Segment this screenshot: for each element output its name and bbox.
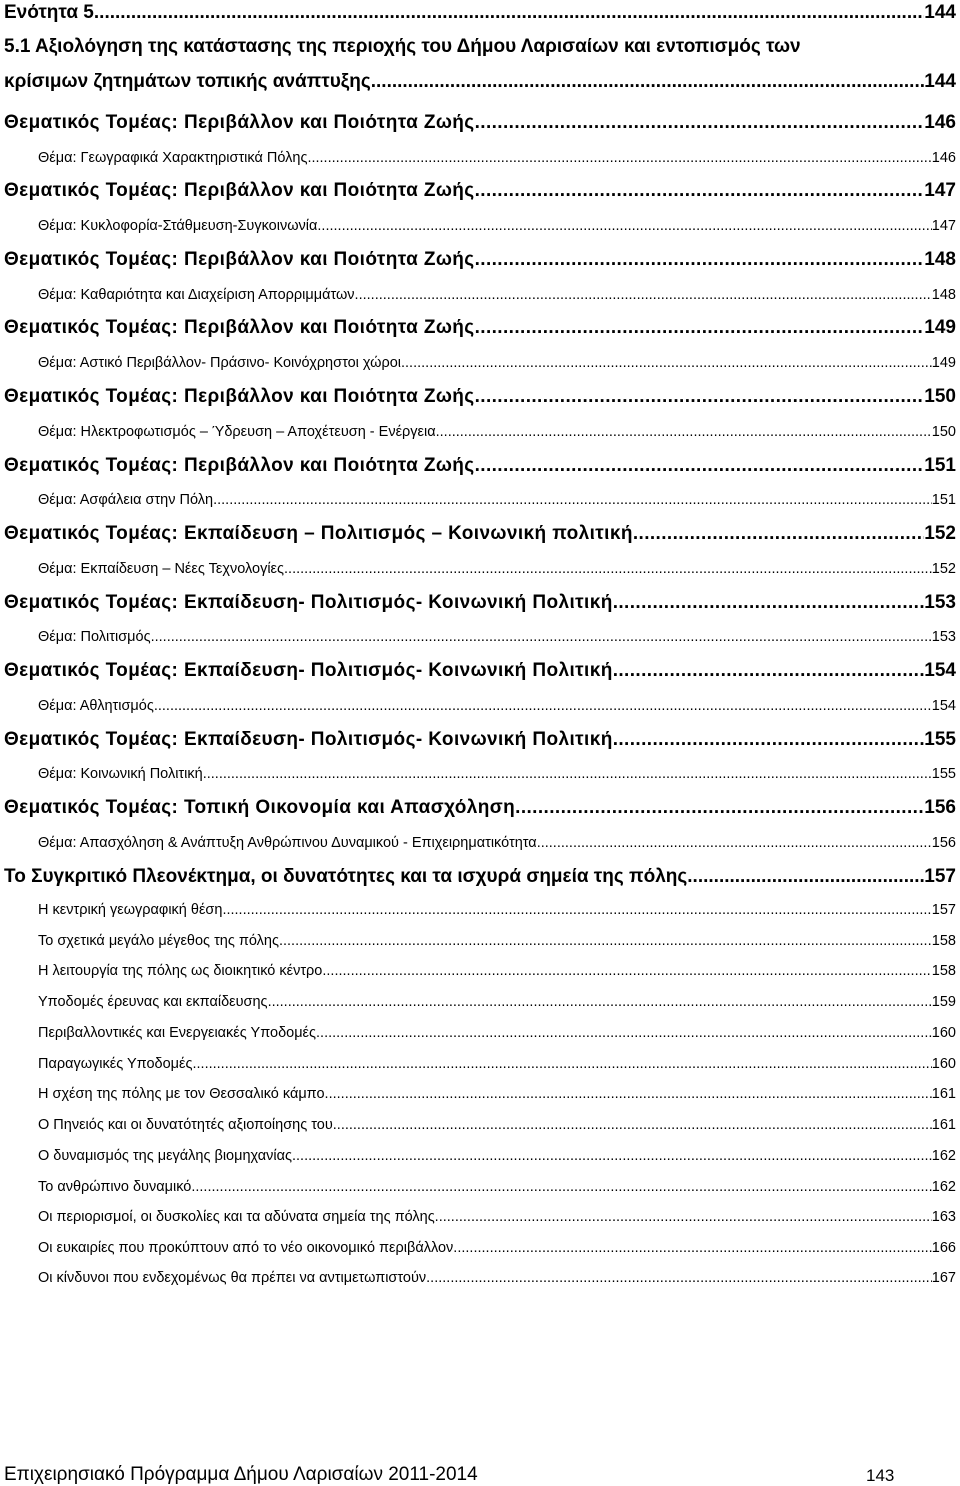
toc-entry-page: 147 bbox=[924, 180, 956, 201]
toc-entry-title: Το ανθρώπινο δυναμικό bbox=[38, 1179, 192, 1195]
toc-entry-heading[interactable] bbox=[4, 866, 956, 888]
toc-entry-page: 151 bbox=[924, 455, 956, 476]
toc-entry-title: 5.1 Αξιολόγηση της κατάστασης της περιοχής του Δήμου Λαρισαίων και εντοπισμός των bbox=[4, 36, 801, 57]
toc-entry-page: 146 bbox=[924, 112, 956, 133]
toc-entry-sector[interactable] bbox=[4, 592, 956, 614]
toc-entry-page: 157 bbox=[924, 866, 956, 887]
toc-entry-title: Η σχέση της πόλης με τον Θεσσαλικό κάμπο. bbox=[38, 1086, 329, 1102]
dot-leader bbox=[155, 629, 932, 645]
toc-entry-title: Θεματικός Τομέας: Περιβάλλον και Ποιότητα Ζωής. bbox=[4, 386, 481, 407]
dot-leader bbox=[480, 317, 924, 339]
toc-entry-title: Η κεντρική γεωγραφική θέση bbox=[38, 902, 223, 918]
toc-entry-title: Θεματικός Τομέας: Εκπαίδευση- Πολιτισμός- Κοινωνική Πολιτική bbox=[4, 729, 613, 750]
toc-entry-page: 149 bbox=[924, 317, 956, 338]
toc-entry-topic[interactable] bbox=[38, 766, 956, 782]
toc-entry-title: Θέμα: Ηλεκτροφωτισμός – Ύδρευση – Αποχέτευση - Ενέργεια. bbox=[38, 424, 440, 440]
toc-entry-page: 154 bbox=[931, 698, 956, 714]
toc-entry-topic[interactable] bbox=[38, 629, 956, 645]
toc-entry-title: Οι περιορισμοί, οι δυσκολίες και τα αδύνατα σημεία της πόλης. bbox=[38, 1209, 439, 1225]
toc-entry-page: 148 bbox=[931, 287, 956, 303]
toc-entry-topic[interactable] bbox=[38, 218, 956, 234]
toc-entry-subsection[interactable] bbox=[38, 1025, 956, 1041]
toc-entry-page: 152 bbox=[931, 561, 956, 577]
dot-leader bbox=[480, 455, 924, 477]
dot-leader bbox=[192, 1056, 931, 1072]
toc-entry-topic[interactable] bbox=[38, 561, 956, 577]
toc-entry-title: Θέμα: Πολιτισμός. bbox=[38, 629, 155, 645]
toc-entry-title: Το σχετικά μεγάλο μέγεθος της πόλης. bbox=[38, 933, 283, 949]
toc-entry-page: 167 bbox=[931, 1270, 956, 1286]
toc-entry-title: Θέμα: Αθλητισμός. bbox=[38, 698, 158, 714]
toc-entry-subsection[interactable] bbox=[38, 1056, 956, 1072]
dot-leader bbox=[359, 287, 932, 303]
toc-entry-title: Η λειτουργία της πόλης ως διοικητικό κέντρο. bbox=[38, 963, 327, 979]
toc-entry-subsection[interactable] bbox=[38, 902, 956, 918]
toc-entry-page: 160 bbox=[931, 1025, 956, 1041]
toc-entry-sector[interactable] bbox=[4, 249, 956, 271]
toc-entry-subsection[interactable] bbox=[38, 1179, 956, 1195]
toc-entry-title: Ο δυναμισμός της μεγάλης βιομηχανίας. bbox=[38, 1148, 297, 1164]
toc-entry-title: Θέμα: Απασχόληση & Ανάπτυξη Ανθρώπινου Δυναμικού - Επιχειρηματικότητα bbox=[38, 835, 537, 851]
dot-leader bbox=[521, 797, 924, 819]
toc-entry-title: Θεματικός Τομέας: Εκπαίδευση – Πολιτισμός – Κοινωνική πολιτική. bbox=[4, 523, 639, 544]
toc-entry-page: 153 bbox=[924, 592, 956, 613]
dot-leader bbox=[217, 492, 932, 508]
toc-entry-page: 156 bbox=[931, 835, 956, 851]
toc-entry-sector[interactable] bbox=[4, 729, 956, 751]
toc-entry-sector[interactable] bbox=[4, 660, 956, 682]
toc-entry-heading[interactable] bbox=[4, 2, 956, 24]
toc-entry-title: Θέμα: Καθαριότητα και Διαχείριση Απορριμμάτων. bbox=[38, 287, 359, 303]
toc-entry-title: Παραγωγικές Υποδομές bbox=[38, 1056, 193, 1072]
toc-entry-page: 157 bbox=[931, 902, 956, 918]
dot-leader bbox=[283, 933, 932, 949]
toc-entry-page: 144 bbox=[924, 71, 956, 92]
dot-leader bbox=[613, 729, 925, 751]
toc-entry-title: Θέμα: Εκπαίδευση – Νέες Τεχνολογίες. bbox=[38, 561, 289, 577]
toc-entry-page: 162 bbox=[931, 1148, 956, 1164]
toc-entry-page: 152 bbox=[924, 523, 956, 544]
dot-leader bbox=[333, 1117, 932, 1133]
dot-leader bbox=[207, 766, 932, 782]
toc-entry-topic[interactable] bbox=[38, 492, 956, 508]
toc-entry-page: 153 bbox=[931, 629, 956, 645]
toc-entry-title: Θεματικός Τομέας: Περιβάλλον και Ποιότητα Ζωής. bbox=[4, 455, 481, 476]
dot-leader bbox=[158, 698, 932, 714]
toc-entry-page: 151 bbox=[931, 492, 956, 508]
toc-entry-title: Θέμα: Αστικό Περιβάλλον- Πράσινο- Κοινόχρηστοι χώροι. bbox=[38, 355, 406, 371]
toc-entry-sector[interactable] bbox=[4, 386, 956, 408]
toc-entry-subsection[interactable] bbox=[38, 1209, 956, 1225]
toc-entry-page: 155 bbox=[931, 766, 956, 782]
toc-entry-title: Θέμα: Γεωγραφικά Χαρακτηριστικά Πόλης. bbox=[38, 150, 312, 166]
dot-leader bbox=[480, 386, 924, 408]
toc-entry-sector[interactable] bbox=[4, 317, 956, 339]
dot-leader bbox=[288, 561, 932, 577]
toc-entry-title: Ο Πηνειός και οι δυνατότητές αξιοποίησης του bbox=[38, 1117, 333, 1133]
toc-entry-title: Θέμα: Ασφάλεια στην Πόλη. bbox=[38, 492, 218, 508]
dot-leader bbox=[639, 523, 925, 545]
toc-entry-page: 149 bbox=[931, 355, 956, 371]
toc-entry-title: Θεματικός Τομέας: Περιβάλλον και Ποιότητα Ζωής. bbox=[4, 112, 481, 133]
dot-leader bbox=[480, 180, 924, 202]
toc-entry-sector[interactable] bbox=[4, 797, 956, 819]
toc-entry-sector[interactable] bbox=[4, 180, 956, 202]
toc-entry-page: 150 bbox=[924, 386, 956, 407]
dot-leader bbox=[693, 866, 925, 888]
toc-entry-title: Το Συγκριτικό Πλεονέκτημα, οι δυνατότητες και τα ισχυρά σημεία της πόλης. bbox=[4, 866, 693, 887]
toc-entry-subsection[interactable] bbox=[38, 933, 956, 949]
dot-leader bbox=[316, 1025, 932, 1041]
dot-leader bbox=[613, 660, 925, 682]
toc-entry-page: 155 bbox=[924, 729, 956, 750]
toc-entry-subsection[interactable] bbox=[38, 1240, 956, 1256]
toc-entry-sector[interactable] bbox=[4, 455, 956, 477]
toc-entry-topic[interactable] bbox=[38, 698, 956, 714]
dot-leader bbox=[311, 150, 931, 166]
dot-leader bbox=[268, 994, 932, 1010]
toc-entry-heading-line2[interactable] bbox=[4, 71, 956, 93]
toc-entry-subsection[interactable] bbox=[38, 1117, 956, 1133]
toc-entry-subsection[interactable] bbox=[38, 1086, 956, 1102]
toc-entry-subsection[interactable] bbox=[38, 1148, 956, 1164]
dot-leader bbox=[440, 424, 932, 440]
toc-entry-page: 158 bbox=[931, 963, 956, 979]
dot-leader bbox=[222, 902, 931, 918]
toc-entry-page: 161 bbox=[931, 1086, 956, 1102]
toc-entry-page: 156 bbox=[924, 797, 956, 818]
toc-entry-topic[interactable] bbox=[38, 150, 956, 166]
dot-leader bbox=[94, 2, 924, 24]
toc-entry-page: 146 bbox=[931, 150, 956, 166]
toc-entry-page: 162 bbox=[931, 1179, 956, 1195]
toc-entry-subsection[interactable] bbox=[38, 963, 956, 979]
toc-entry-title: Θεματικός Τομέας: Τοπική Οικονομία και Απασχόληση. bbox=[4, 797, 521, 818]
dot-leader bbox=[191, 1179, 931, 1195]
toc-entry-title: Θεματικός Τομέας: Περιβάλλον και Ποιότητα Ζωής. bbox=[4, 180, 481, 201]
toc-entry-title: Θεματικός Τομέας: Εκπαίδευση- Πολιτισμός- Κοινωνική Πολιτική bbox=[4, 660, 613, 681]
dot-leader bbox=[326, 963, 931, 979]
dot-leader bbox=[457, 1240, 931, 1256]
toc-entry-title: Υποδομές έρευνας και εκπαίδευσης bbox=[38, 994, 268, 1010]
toc-entry-page: 147 bbox=[931, 218, 956, 234]
toc-entry-title: Θεματικός Τομέας: Εκπαίδευση- Πολιτισμός- Κοινωνική Πολιτική. bbox=[4, 592, 619, 613]
toc-entry-title: Περιβαλλοντικές και Ενεργειακές Υποδομές bbox=[38, 1025, 317, 1041]
toc-entry-topic[interactable] bbox=[38, 835, 956, 851]
footer-document-title: Επιχειρησιακό Πρόγραμμα Δήμου Λαρισαίων 2011-2014 bbox=[4, 1464, 478, 1485]
toc-entry-page: 148 bbox=[924, 249, 956, 270]
dot-leader bbox=[405, 355, 932, 371]
dot-leader bbox=[296, 1148, 932, 1164]
toc-entry-subsection[interactable] bbox=[38, 994, 956, 1010]
dot-leader bbox=[329, 1086, 932, 1102]
toc-entry-title: Ενότητα 5 bbox=[4, 2, 94, 23]
toc-entry-page: 150 bbox=[931, 424, 956, 440]
toc-entry-title: κρίσιμων ζητημάτων τοπικής ανάπτυξης bbox=[4, 71, 371, 92]
toc-entry-sector[interactable] bbox=[4, 523, 956, 545]
footer-page-number: 143 bbox=[866, 1466, 895, 1485]
toc-entry-topic[interactable] bbox=[38, 424, 956, 440]
toc-entry-page: 160 bbox=[931, 1056, 956, 1072]
dot-leader bbox=[439, 1209, 932, 1225]
dot-leader bbox=[618, 592, 924, 614]
toc-entry-sector[interactable] bbox=[4, 112, 956, 134]
toc-entry-page: 159 bbox=[931, 994, 956, 1010]
toc-entry-subsection[interactable] bbox=[38, 1270, 956, 1286]
dot-leader bbox=[321, 218, 931, 234]
toc-entry-page: 163 bbox=[931, 1209, 956, 1225]
toc-entry-heading-line1[interactable] bbox=[4, 36, 956, 58]
dot-leader bbox=[480, 112, 924, 134]
toc-entry-title: Θέμα: Κοινωνική Πολιτική. bbox=[38, 766, 207, 782]
dot-leader bbox=[537, 835, 932, 851]
toc-entry-page: 161 bbox=[931, 1117, 956, 1133]
toc-entry-page: 144 bbox=[924, 2, 956, 23]
toc-entry-page: 158 bbox=[931, 933, 956, 949]
toc-entry-topic[interactable] bbox=[38, 287, 956, 303]
toc-entry-topic[interactable] bbox=[38, 355, 956, 371]
dot-leader bbox=[371, 71, 925, 93]
toc-entry-title: Θεματικός Τομέας: Περιβάλλον και Ποιότητα Ζωής. bbox=[4, 249, 481, 270]
toc-entry-title: Θεματικός Τομέας: Περιβάλλον και Ποιότητα Ζωής. bbox=[4, 317, 481, 338]
toc-entry-page: 154 bbox=[924, 660, 956, 681]
toc-entry-title: Θέμα: Κυκλοφορία-Στάθμευση-Συγκοινωνία. bbox=[38, 218, 322, 234]
toc-entry-title: Οι κίνδυνοι που ενδεχομένως θα πρέπει να αντιμετωπιστούν. bbox=[38, 1270, 431, 1286]
toc-entry-page: 166 bbox=[931, 1240, 956, 1256]
dot-leader bbox=[430, 1270, 932, 1286]
dot-leader bbox=[480, 249, 924, 271]
toc-entry-title: Οι ευκαιρίες που προκύπτουν από το νέο οικονομικό περιβάλλον. bbox=[38, 1240, 458, 1256]
